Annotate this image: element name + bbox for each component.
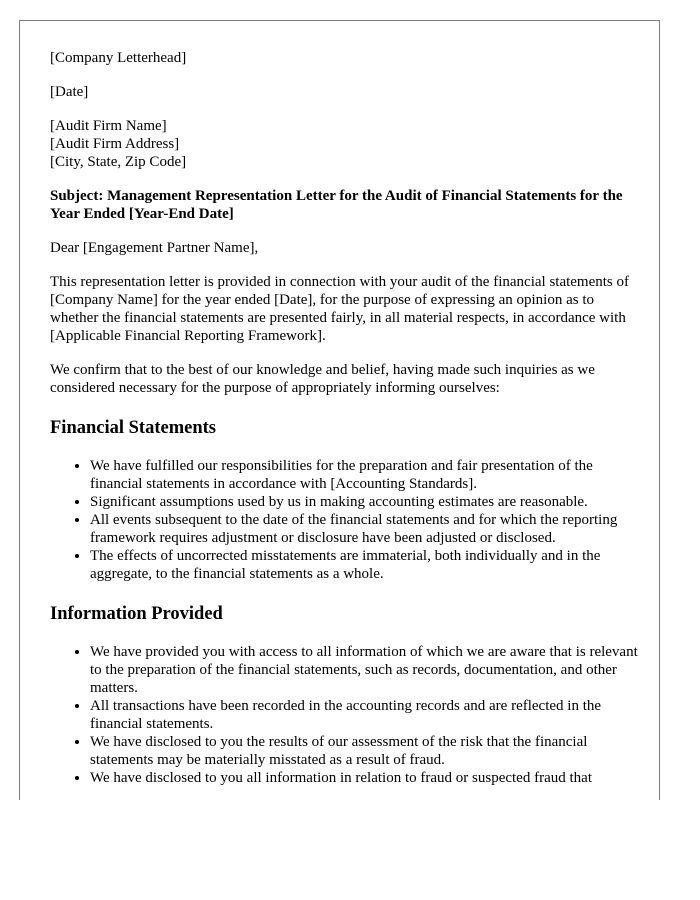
intro-paragraph: This representation letter is provided in connection with your audit of the financial statements of [Company Name] for the year ended [Date], for the purpose of expressing an opinion as to whether the financial statements are presented fairly, in all material respects, in accordance with [Applicable Financial Reporting Framework]. (50, 274, 630, 344)
list-item: • The effects of uncorrected misstatements are immaterial, both individually and in the aggregate, to the financial statements as a whole. (90, 547, 640, 583)
section-heading-information-provided: Information Provided (50, 604, 223, 624)
audit-firm-address: [Audit Firm Address] (50, 136, 180, 152)
audit-firm-city: [City, State, Zip Code] (50, 154, 187, 170)
letter-content (50, 49, 640, 800)
section-heading-financial-statements: Financial Statements (50, 418, 216, 438)
letter-page (19, 20, 660, 800)
information-provided-list (50, 643, 640, 787)
list-item: • We have disclosed to you the results of our assessment of the risk that the financial statements may be materially misstated as a result of fraud. (90, 733, 640, 769)
confirmation-paragraph: We confirm that to the best of our knowledge and belief, having made such inquiries as we considered necessary for the purpose of appropriately informing ourselves: (50, 362, 595, 396)
list-item: • Significant assumptions used by us in making accounting estimates are reasonable. (90, 493, 640, 511)
company-letterhead: [Company Letterhead] (50, 50, 187, 66)
list-item: • We have provided you with access to all information of which we are aware that is relevant to the preparation of the financial statements, such as records, documentation, and other matters. (90, 643, 640, 697)
letter-date: [Date] (50, 84, 89, 100)
list-item: • We have disclosed to you all information in relation to fraud or suspected fraud that (90, 769, 640, 787)
salutation: Dear [Engagement Partner Name], (50, 240, 259, 256)
audit-firm-name: [Audit Firm Name] (50, 118, 167, 134)
financial-statements-list (50, 457, 640, 583)
list-item: • All events subsequent to the date of the financial statements and for which the reporting framework requires adjustment or disclosure have been adjusted or disclosed. (90, 511, 640, 547)
recipient-address (50, 117, 640, 171)
list-item: • We have fulfilled our responsibilities for the preparation and fair presentation of the financial statements in accordance with [Accounting Standards]. (90, 457, 640, 493)
list-item: • All transactions have been recorded in the accounting records and are reflected in the financial statements. (90, 697, 640, 733)
letter-subject: Subject: Management Representation Letter for the Audit of Financial Statements for the Year Ended [Year-End Date] (50, 188, 623, 222)
